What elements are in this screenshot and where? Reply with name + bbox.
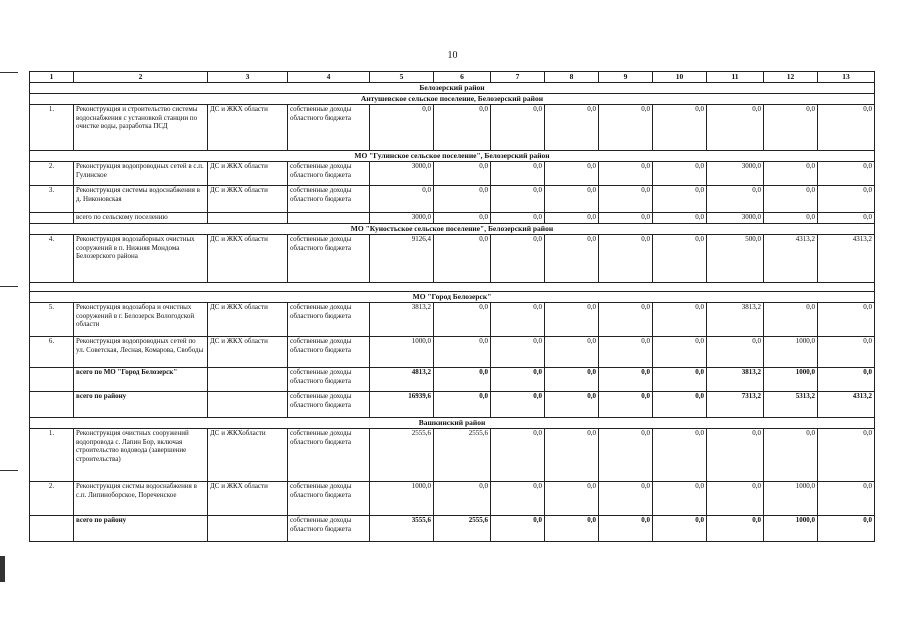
project-name-cell: Реконструкция водопроводных сетей по ул. Советская, Лесная, Комарова, Свободы [74, 337, 208, 368]
column-number-cell: 10 [653, 72, 707, 83]
funding-source-cell: собственные доходы областного бюджета [288, 516, 370, 542]
project-name-cell: всего по району [74, 392, 208, 418]
row-number-cell [30, 213, 74, 224]
table-row [30, 186, 875, 213]
value-cell: 2555,6 [434, 429, 491, 482]
value-cell: 0,0 [764, 186, 818, 213]
project-name-cell: Реконструкция и строительство системы водоснабжения с установкой станции по очистке воды, разработка ПСД [74, 105, 208, 151]
column-number-cell: 1 [30, 72, 74, 83]
value-cell: 0,0 [599, 186, 653, 213]
column-number-cell: 12 [764, 72, 818, 83]
value-cell: 2555,6 [434, 516, 491, 542]
responsible-org-cell [208, 516, 288, 542]
row-number-cell: 4. [30, 235, 74, 283]
value-cell: 0,0 [545, 186, 599, 213]
value-cell: 1000,0 [764, 337, 818, 368]
value-cell: 0,0 [653, 105, 707, 151]
value-cell: 1000,0 [370, 337, 434, 368]
responsible-org-cell: ДС и ЖКХ области [208, 105, 288, 151]
value-cell: 0,0 [545, 482, 599, 516]
value-cell: 0,0 [653, 235, 707, 283]
value-cell: 0,0 [599, 162, 653, 186]
value-cell: 0,0 [764, 162, 818, 186]
value-cell: 9126,4 [370, 235, 434, 283]
project-name-cell: Реконструкция систмы водоснабжения в с.п. Липиноборское, Пореченское [74, 482, 208, 516]
value-cell: 0,0 [653, 368, 707, 392]
value-cell: 0,0 [491, 482, 545, 516]
value-cell: 0,0 [707, 516, 764, 542]
value-cell: 0,0 [653, 392, 707, 418]
responsible-org-cell: ДС и ЖКХ области [208, 482, 288, 516]
value-cell: 0,0 [653, 162, 707, 186]
value-cell: 0,0 [818, 162, 875, 186]
value-cell: 0,0 [545, 303, 599, 337]
column-number-cell: 8 [545, 72, 599, 83]
value-cell: 0,0 [545, 516, 599, 542]
value-cell: 0,0 [653, 516, 707, 542]
row-number-cell: 6. [30, 337, 74, 368]
value-cell: 0,0 [818, 482, 875, 516]
table-row [30, 337, 875, 368]
value-cell: 0,0 [491, 105, 545, 151]
value-cell: 0,0 [599, 482, 653, 516]
project-name-cell: Реконструкция водозаборных очистных сооружений в п. Нижняя Мондома Белозерского района [74, 235, 208, 283]
value-cell: 0,0 [818, 429, 875, 482]
value-cell: 0,0 [491, 516, 545, 542]
value-cell: 0,0 [599, 213, 653, 224]
funding-source-cell: собственные доходы областного бюджета [288, 235, 370, 283]
funding-source-cell: собственные доходы областного бюджета [288, 303, 370, 337]
value-cell: 4313,2 [818, 392, 875, 418]
value-cell: 0,0 [545, 235, 599, 283]
value-cell: 3555,6 [370, 516, 434, 542]
page-number: 10 [447, 50, 458, 61]
row-number-cell: 1. [30, 105, 74, 151]
value-cell: 0,0 [434, 303, 491, 337]
value-cell: 3813,2 [707, 303, 764, 337]
value-cell: 0,0 [545, 337, 599, 368]
value-cell: 0,0 [599, 392, 653, 418]
value-cell: 0,0 [491, 337, 545, 368]
value-cell: 0,0 [653, 303, 707, 337]
value-cell: 3000,0 [707, 162, 764, 186]
value-cell: 4813,2 [370, 368, 434, 392]
value-cell: 3000,0 [707, 213, 764, 224]
table-row [30, 213, 875, 224]
responsible-org-cell: ДС и ЖКХ области [208, 235, 288, 283]
responsible-org-cell: ДС и ЖКХ области [208, 162, 288, 186]
value-cell: 0,0 [818, 303, 875, 337]
row-number-cell [30, 368, 74, 392]
value-cell: 3813,2 [707, 368, 764, 392]
column-number-cell: 2 [74, 72, 208, 83]
value-cell: 0,0 [434, 186, 491, 213]
total-row [30, 368, 875, 392]
section-heading-row [30, 94, 875, 105]
value-cell: 1000,0 [764, 482, 818, 516]
project-name-cell: всего по МО "Город Белозерск" [74, 368, 208, 392]
column-number-cell: 5 [370, 72, 434, 83]
value-cell: 0,0 [707, 337, 764, 368]
section-heading-row [30, 151, 875, 162]
total-row [30, 392, 875, 418]
responsible-org-cell: ДС и ЖКХобласти [208, 429, 288, 482]
project-name-cell: Реконструкция системы водоснабжения в д. Никоновская [74, 186, 208, 213]
responsible-org-cell [208, 213, 288, 224]
row-number-cell: 3. [30, 186, 74, 213]
value-cell: 0,0 [491, 429, 545, 482]
value-cell: 0,0 [764, 105, 818, 151]
value-cell: 1000,0 [370, 482, 434, 516]
value-cell: 0,0 [764, 213, 818, 224]
value-cell: 1000,0 [764, 516, 818, 542]
table-row [30, 429, 875, 482]
row-number-cell: 2. [30, 482, 74, 516]
value-cell: 0,0 [491, 213, 545, 224]
table-row [30, 105, 875, 151]
responsible-org-cell [208, 392, 288, 418]
table-row [30, 162, 875, 186]
value-cell: 0,0 [545, 105, 599, 151]
column-number-cell: 11 [707, 72, 764, 83]
value-cell: 0,0 [818, 213, 875, 224]
value-cell: 0,0 [599, 516, 653, 542]
left-margin-rule [0, 286, 18, 287]
value-cell: 0,0 [653, 429, 707, 482]
section-heading-row [30, 418, 875, 429]
table-row [30, 482, 875, 516]
value-cell: 5313,2 [764, 392, 818, 418]
scan-edge-mark [0, 556, 5, 582]
budget-table [29, 71, 875, 542]
value-cell: 0,0 [818, 105, 875, 151]
column-number-cell: 4 [288, 72, 370, 83]
value-cell: 0,0 [434, 337, 491, 368]
funding-source-cell: собственные доходы областного бюджета [288, 337, 370, 368]
value-cell: 3000,0 [370, 162, 434, 186]
value-cell: 0,0 [653, 213, 707, 224]
column-number-cell: 9 [599, 72, 653, 83]
column-number-cell: 6 [434, 72, 491, 83]
funding-source-cell: собственные доходы областного бюджета [288, 105, 370, 151]
table-row [30, 303, 875, 337]
value-cell: 0,0 [599, 105, 653, 151]
value-cell: 0,0 [818, 186, 875, 213]
project-name-cell: всего по сельскому поселению [74, 213, 208, 224]
section-heading: Вашкинский район [30, 418, 875, 429]
section-heading: Антушевское сельское поселение, Белозерский район [30, 94, 875, 105]
column-number-cell: 13 [818, 72, 875, 83]
value-cell: 0,0 [818, 516, 875, 542]
value-cell: 2555,6 [370, 429, 434, 482]
value-cell: 0,0 [707, 186, 764, 213]
left-margin-rule [0, 72, 18, 73]
value-cell: 0,0 [491, 235, 545, 283]
value-cell: 0,0 [599, 235, 653, 283]
value-cell: 0,0 [653, 337, 707, 368]
responsible-org-cell: ДС и ЖКХ области [208, 337, 288, 368]
funding-source-cell [288, 213, 370, 224]
total-row [30, 516, 875, 542]
section-heading-row [30, 83, 875, 94]
value-cell: 0,0 [764, 303, 818, 337]
value-cell: 0,0 [599, 337, 653, 368]
value-cell: 0,0 [434, 368, 491, 392]
project-name-cell: всего по району [74, 516, 208, 542]
row-number-cell [30, 392, 74, 418]
value-cell: 0,0 [434, 235, 491, 283]
value-cell: 0,0 [707, 429, 764, 482]
section-heading: Белозерский район [30, 83, 875, 94]
value-cell: 7313,2 [707, 392, 764, 418]
value-cell: 0,0 [491, 368, 545, 392]
value-cell: 4313,2 [764, 235, 818, 283]
section-heading-row [30, 224, 875, 235]
value-cell: 0,0 [491, 162, 545, 186]
value-cell: 0,0 [491, 303, 545, 337]
value-cell: 0,0 [764, 429, 818, 482]
responsible-org-cell: ДС и ЖКХ области [208, 186, 288, 213]
value-cell: 0,0 [370, 105, 434, 151]
value-cell: 3813,2 [370, 303, 434, 337]
value-cell: 0,0 [818, 368, 875, 392]
value-cell: 0,0 [491, 186, 545, 213]
value-cell: 0,0 [599, 303, 653, 337]
value-cell: 0,0 [545, 368, 599, 392]
column-number-row [30, 72, 875, 83]
value-cell: 0,0 [434, 482, 491, 516]
value-cell: 0,0 [545, 392, 599, 418]
responsible-org-cell: ДС и ЖКХ области [208, 303, 288, 337]
value-cell: 0,0 [434, 392, 491, 418]
value-cell: 0,0 [653, 186, 707, 213]
section-heading: МО "Город Белозерск" [30, 292, 875, 303]
value-cell: 4313,2 [818, 235, 875, 283]
project-name-cell: Реконструкция водозабора и очистных сооружений в г. Белозерск Вологодской области [74, 303, 208, 337]
funding-source-cell: собственные доходы областного бюджета [288, 368, 370, 392]
value-cell: 0,0 [434, 213, 491, 224]
value-cell: 1000,0 [764, 368, 818, 392]
row-number-cell: 5. [30, 303, 74, 337]
value-cell: 16939,6 [370, 392, 434, 418]
row-number-cell: 1. [30, 429, 74, 482]
value-cell: 0,0 [545, 429, 599, 482]
column-number-cell: 3 [208, 72, 288, 83]
left-margin-rule [0, 470, 18, 471]
row-number-cell: 2. [30, 162, 74, 186]
table-row [30, 235, 875, 283]
value-cell: 3000,0 [370, 213, 434, 224]
project-name-cell: Реконструкция очистных сооружений водопровода с. Лапин Бор, включая строительство водовода (завершение строительства) [74, 429, 208, 482]
responsible-org-cell [208, 368, 288, 392]
value-cell: 500,0 [707, 235, 764, 283]
funding-source-cell: собственные доходы областного бюджета [288, 392, 370, 418]
row-number-cell [30, 516, 74, 542]
value-cell: 0,0 [653, 482, 707, 516]
value-cell: 0,0 [707, 482, 764, 516]
funding-source-cell: собственные доходы областного бюджета [288, 429, 370, 482]
value-cell: 0,0 [599, 429, 653, 482]
column-number-cell: 7 [491, 72, 545, 83]
project-name-cell: Реконструкция водопроводных сетей в с.п. Гулинское [74, 162, 208, 186]
value-cell: 0,0 [434, 162, 491, 186]
section-heading: МО "Гулинское сельское поселение", Белозерский район [30, 151, 875, 162]
value-cell: 0,0 [599, 368, 653, 392]
funding-source-cell: собственные доходы областного бюджета [288, 186, 370, 213]
value-cell: 0,0 [545, 213, 599, 224]
value-cell: 0,0 [707, 105, 764, 151]
section-heading: МО "Куностьское сельское поселение", Белозерский район [30, 224, 875, 235]
value-cell: 0,0 [818, 337, 875, 368]
value-cell: 0,0 [491, 392, 545, 418]
funding-source-cell: собственные доходы областного бюджета [288, 482, 370, 516]
blank-cell [30, 283, 875, 292]
value-cell: 0,0 [370, 186, 434, 213]
blank-row [30, 283, 875, 292]
funding-source-cell: собственные доходы областного бюджета [288, 162, 370, 186]
section-heading-row [30, 292, 875, 303]
value-cell: 0,0 [434, 105, 491, 151]
value-cell: 0,0 [545, 162, 599, 186]
